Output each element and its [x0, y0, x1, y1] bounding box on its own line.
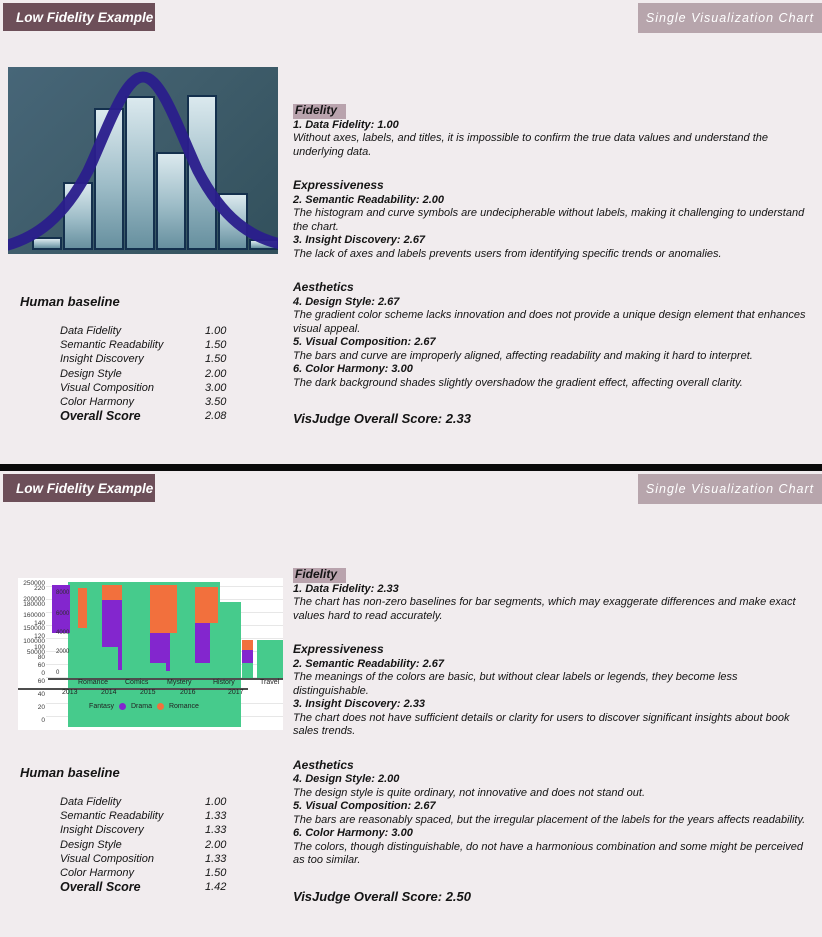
genre-label: Romance — [78, 679, 108, 686]
human-baseline-table — [60, 795, 260, 894]
bar-segment-purple — [166, 663, 170, 671]
bar-segment-green-travel — [257, 640, 283, 678]
year-label: 2016 — [180, 689, 196, 696]
section-fidelity: Fidelity 1. Data Fidelity: 1.00 Without axes, labels, and titles, it is impossible to confirm the true data values and understand the underlying data. — [293, 103, 768, 158]
inner-axis-tick-label: 8000 — [56, 590, 70, 596]
single-visualization-badge — [638, 474, 822, 504]
legend-dot-orange — [157, 703, 164, 710]
section-title: Aesthetics — [293, 757, 354, 772]
genre-label: Mystery — [167, 679, 192, 686]
low-fidelity-badge-label: Low Fidelity Example — [16, 9, 154, 25]
bar-segment-orange — [150, 585, 177, 633]
chart-legend — [68, 703, 220, 710]
table-row: Data Fidelity 1.00 — [60, 796, 227, 808]
bar-segment-purple — [118, 647, 122, 670]
single-visualization-badge-label: Single Visualization Chart — [645, 11, 815, 25]
y-axis-tick-label: 80 — [37, 654, 45, 661]
y-axis-tick-label: 220 — [34, 585, 45, 592]
section-title: Expressiveness — [293, 178, 384, 192]
table-row: Data Fidelity 1.00 — [60, 325, 227, 337]
y-axis-tick-label: 0 — [41, 670, 45, 677]
section-expressiveness: Expressiveness 2. Semantic Readability: 2.67 The meanings of the colors are basic, but without clear labels or legends, they become less distinguishable. 3. Insight Discovery: 2.33 The chart does not have sufficient details or clarity for users to discover significant insights about book sales trends. — [293, 642, 790, 737]
legend-dot-purple — [119, 703, 126, 710]
bar-segment-purple — [102, 600, 122, 647]
table-row: Insight Discovery 1.33 — [60, 824, 227, 837]
histogram-chart — [8, 67, 278, 254]
bar-segment-orange — [78, 588, 87, 628]
inner-axis-tick-label: 6000 — [56, 611, 70, 617]
visjudge-overall-score: VisJudge Overall Score: 2.33 — [293, 411, 471, 426]
y-axis-tick-label: 60 — [37, 662, 45, 669]
y-axis-tick-label: 120 — [34, 633, 45, 640]
year-label: 2013 — [62, 689, 78, 696]
section-aesthetics: Aesthetics 4. Design Style: 2.67 The gradient color scheme lacks innovation and does not provide a unique design element that enhances visual appeal. 5. Visual Composition: 2.67 The bars and curve are improperly aligned, affecting readability and making it hard to interpret. 6. Color Harmony: 3.00 The dark background shades slightly overshadow the gradient effect, affecting overall clarity. — [293, 280, 806, 389]
table-row: Semantic Readability 1.33 — [60, 810, 227, 823]
human-baseline-table — [60, 324, 260, 423]
section-title: Aesthetics — [293, 280, 354, 294]
y-axis-tick-label: 100 — [34, 644, 45, 651]
bar-segment-orange — [195, 587, 218, 623]
y-axis-tick-label: 40 — [37, 691, 45, 698]
low-fidelity-panel-2 — [0, 471, 822, 937]
y-axis-tick-label: 60 — [37, 678, 45, 685]
human-baseline-title: Human baseline — [20, 294, 120, 309]
single-visualization-badge — [638, 3, 822, 33]
human-baseline-title: Human baseline — [20, 765, 120, 780]
inner-axis-tick-label: 2000 — [56, 649, 70, 655]
genre-label: Comics — [125, 679, 149, 686]
table-row: Insight Discovery 1.50 — [60, 353, 227, 366]
bar-segment-purple — [195, 623, 210, 663]
table-row-overall: Overall Score 1.42 — [60, 880, 227, 895]
y-axis-tick-label: 160000 — [23, 612, 45, 619]
year-label: 2017 — [228, 689, 244, 696]
table-row-overall: Overall Score 2.08 — [60, 409, 227, 424]
bar-segment-orange — [102, 585, 122, 600]
y-axis-tick-label: 200000 — [23, 596, 45, 603]
legend-label-drama: Drama — [130, 703, 152, 710]
y-axis-tick-label: 0 — [41, 717, 45, 724]
evaluation-column — [293, 568, 813, 903]
y-axis-tick-label: 250000 — [23, 580, 45, 587]
x-axis-line-2 — [18, 688, 248, 690]
evaluation-column — [293, 104, 813, 426]
genre-label: Travel — [260, 679, 280, 686]
genre-label: History — [213, 679, 235, 686]
bar-segment-purple — [242, 650, 253, 663]
table-row: Color Harmony 1.50 — [60, 867, 227, 880]
section-title: Expressiveness — [293, 642, 384, 656]
low-fidelity-badge — [3, 3, 155, 31]
y-axis-tick-label: 50000 — [26, 649, 45, 656]
year-label: 2015 — [140, 689, 156, 696]
legend-label-fantasy: Fantasy — [89, 703, 114, 710]
section-title-highlighted: Fidelity — [293, 568, 346, 583]
low-fidelity-panel-1 — [0, 0, 822, 464]
section-expressiveness: Expressiveness 2. Semantic Readability: 2.00 The histogram and curve symbols are undecipherable without labels, making it challenging to understand the chart. 3. Insight Discovery: 2.67 The lack of axes and labels prevents users from identifying specific trends or anomalies. — [293, 178, 805, 260]
bell-curve — [8, 67, 278, 254]
y-axis-tick-label: 140 — [34, 620, 45, 627]
low-fidelity-badge — [3, 474, 155, 502]
table-row: Visual Composition 1.33 — [60, 852, 227, 865]
year-label: 2014 — [101, 689, 117, 696]
bar-segment-purple — [150, 633, 170, 663]
table-row: Design Style 2.00 — [60, 838, 227, 851]
table-row: Visual Composition 3.00 — [60, 381, 227, 394]
legend-label-romance: Romance — [168, 703, 199, 710]
table-row: Color Harmony 3.50 — [60, 396, 227, 409]
bar-segment-orange — [242, 640, 253, 650]
inner-axis-tick-label: 0 — [56, 670, 60, 676]
section-title-highlighted: Fidelity — [293, 104, 346, 119]
visjudge-overall-score: VisJudge Overall Score: 2.50 — [293, 888, 471, 904]
panel-divider — [0, 464, 822, 471]
inner-axis-tick-label: 4000 — [56, 630, 70, 636]
table-row: Semantic Readability 1.50 — [60, 339, 227, 352]
y-axis-tick-label: 150000 — [23, 625, 45, 632]
single-visualization-badge-label: Single Visualization Chart — [645, 482, 815, 496]
low-fidelity-badge-label: Low Fidelity Example — [16, 480, 154, 496]
bar-segment-green — [242, 663, 253, 678]
section-fidelity: Fidelity 1. Data Fidelity: 2.33 The chart has non-zero baselines for bar segments, which may exaggerate differences and make exact values hard to read accurately. — [293, 567, 796, 622]
y-axis-tick-label: 100000 — [23, 638, 45, 645]
stacked-bar-chart — [18, 578, 283, 730]
section-aesthetics: Aesthetics 4. Design Style: 2.00 The design style is quite ordinary, not innovative and does not stand out. 5. Visual Composition: 2.67 The bars are reasonably spaced, but the irregular placement of the labels for the years affects readability. 6. Color Harmony: 3.00 The colors, though distinguishable, do not have a harmonious combination and some might be perceived as too similar. — [293, 757, 806, 866]
y-axis-tick-label: 20 — [37, 704, 45, 711]
y-axis-tick-label: 180000 — [23, 601, 45, 608]
table-row: Design Style 2.00 — [60, 367, 227, 380]
